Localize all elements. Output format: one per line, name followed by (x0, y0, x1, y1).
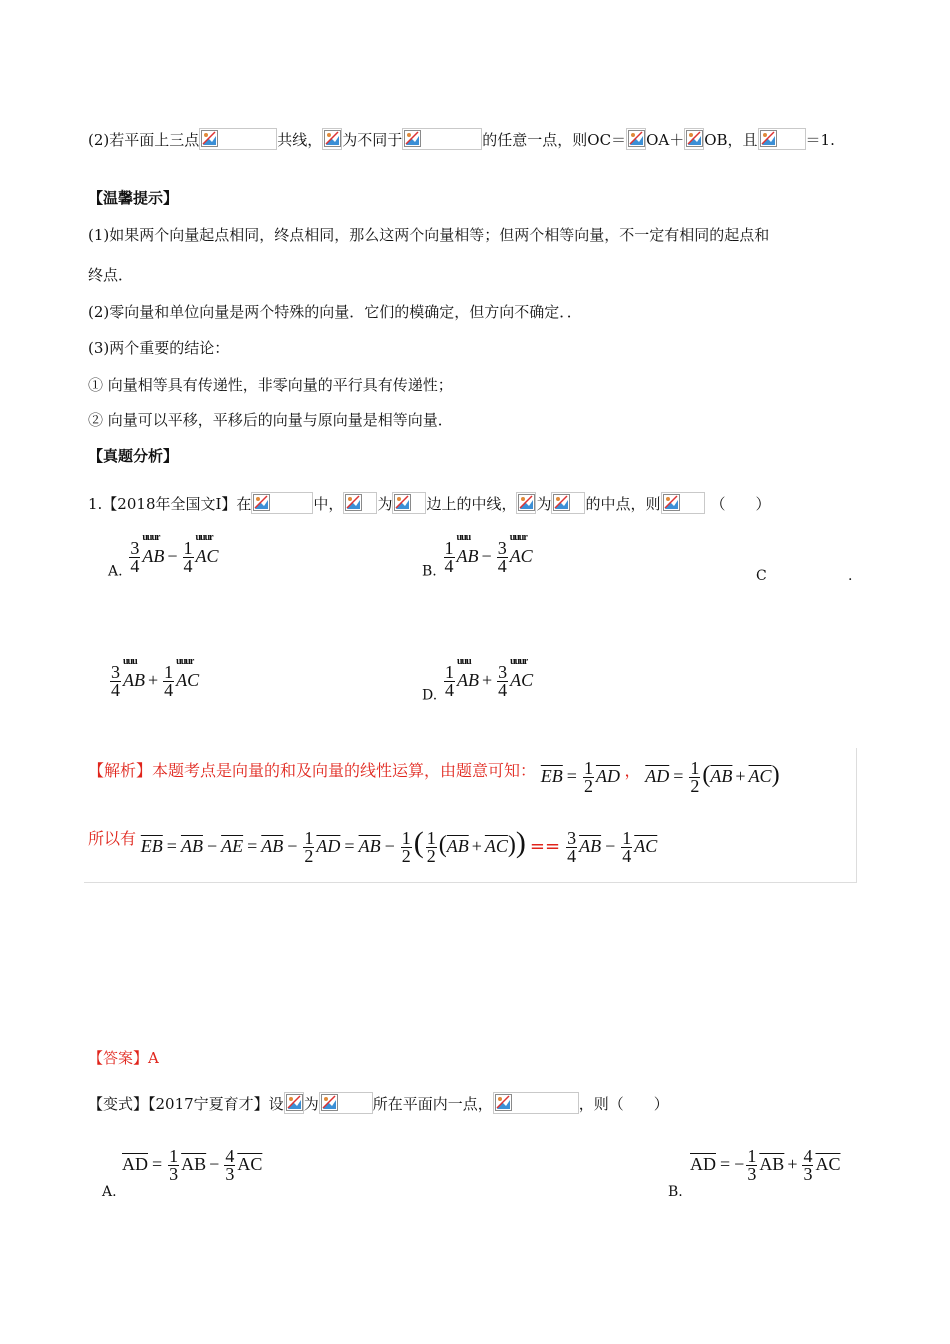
line-collinear: (2)若平面上三点 共线， 为不同于 的任意一点，则OC＝ OA＋ OB，且 ＝1. (88, 128, 835, 150)
tip-2: (2)零向量和单位向量是两个特殊的向量．它们的模确定，但方向不确定．． (88, 303, 582, 321)
answer: 【答案】A (88, 1049, 159, 1067)
tip-1b: 终点． (88, 266, 134, 284)
option-a[interactable]: A. $\frac{3}{4}$ uuur AB − $\frac{1}{4}$ uuur AC (108, 531, 219, 580)
broken-image-icon (626, 128, 646, 150)
tip-header: 【温馨提示】 (88, 189, 179, 207)
variant-question: 【变式】【2017宁夏育才】设 为 所在平面内一点， ，则（ ） (88, 1092, 669, 1114)
broken-image-icon (493, 1092, 579, 1114)
tip-3b: ② 向量可以平移，平移后的向量与原向量是相等向量． (88, 411, 453, 429)
broken-image-icon (402, 128, 482, 150)
broken-image-icon (684, 128, 704, 150)
broken-image-icon (516, 492, 536, 514)
broken-image-icon (343, 492, 377, 514)
variant-option-b-expr[interactable]: $\overline{AD}$ = − $\frac{1}{3}$ $\overline{AB}$ + $\frac{4}{3}$ $\overline{AC}$ (690, 1146, 841, 1184)
broken-image-icon (322, 128, 342, 150)
tip-3: (3)两个重要的结论： (88, 339, 230, 357)
option-d[interactable]: D. $\frac{1}{4}$ uuu AB + $\frac{3}{4}$ uuur AC (422, 655, 534, 704)
real-header: 【真题分析】 (88, 447, 179, 465)
option-b[interactable]: B. $\frac{1}{4}$ uuu AB − $\frac{3}{4}$ uuur AC (422, 531, 533, 580)
option-c-label[interactable]: C (756, 568, 767, 584)
broken-image-icon (199, 128, 277, 150)
analysis-line-2: 所以有 $\overline{EB} = \overline{AB} - \overline{AE} = \overline{AB}$ − $\frac{1}{2}$ $\overline{AD} = \overline{AB}$ − $\frac{1}{2}$ ( $\frac{1}{2}$ $(\overline{AB} + \overline{AC})$) == $\frac{3}{4}$ $\overline{AB}$ − $\frac{1}{4}$ $\overline{AC}$ (88, 826, 658, 867)
variant-option-a-label[interactable]: A. (102, 1184, 117, 1200)
variant-option-a-expr[interactable]: $\overline{AD}$ = $\frac{1}{3}$ $\overline{AB}$ − $\frac{4}{3}$ $\overline{AC}$ (122, 1146, 263, 1184)
variant-option-b-label[interactable]: B. (668, 1184, 683, 1200)
broken-image-icon (551, 492, 585, 514)
broken-image-icon (251, 492, 313, 514)
broken-image-icon (284, 1092, 304, 1114)
broken-image-icon (661, 492, 705, 514)
tip-3a: ① 向量相等具有传递性，非零向量的平行具有传递性； (88, 376, 453, 394)
question-1: 1.【2018年全国文Ⅰ】在 中， 为 边上的中线， 为 的中点，则 （ ） (88, 492, 771, 514)
option-c[interactable]: $\frac{3}{4}$ uuu AB + $\frac{1}{4}$ uuur AC (111, 655, 200, 700)
tip-1a: (1)如果两个向量起点相同，终点相同，那么这两个向量相等；但两个相等向量，不一定有相同的起点和 (88, 226, 770, 244)
option-c-dot: . (848, 568, 853, 584)
broken-image-icon (319, 1092, 373, 1114)
broken-image-icon (392, 492, 426, 514)
analysis-line-1: 【解析】本题考点是向量的和及向量的线性运算，由题意可知： $\overline{EB}$ = $\frac{1}{2}$ $\overline{AD}$ ， $\overline{AD}$ = $\frac{1}{2}$ $(\overline{AB} + \overline{AC})$ (88, 758, 780, 797)
broken-image-icon (758, 128, 806, 150)
